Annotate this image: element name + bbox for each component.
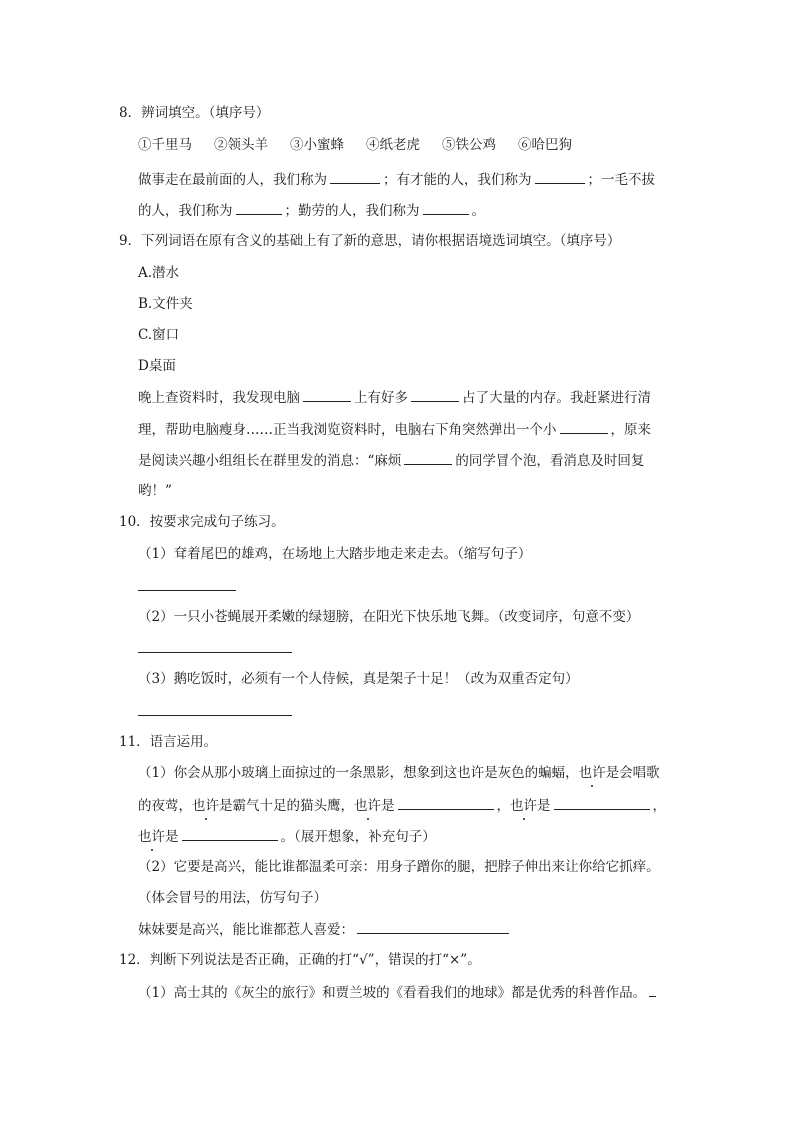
answer-blank[interactable] <box>330 170 380 184</box>
answer-blank[interactable] <box>560 420 608 434</box>
q11-text: 是 <box>381 798 395 814</box>
q9-choice: B.文件夹 <box>138 296 193 312</box>
q9-text: 是阅读兴趣小组组长在群里发的消息：“麻烦 <box>138 453 402 469</box>
answer-blank[interactable] <box>398 796 494 810</box>
q11-text: 。（展开想象，补充句子） <box>280 829 436 845</box>
answer-blank[interactable] <box>554 796 650 810</box>
answer-line[interactable] <box>138 590 236 591</box>
emphasis-word: 也许 <box>354 798 381 814</box>
q9-text: 的同学冒个泡，看消息及时回复 <box>455 453 645 469</box>
answer-blank[interactable] <box>404 451 452 465</box>
answer-blank[interactable] <box>411 388 459 402</box>
q11-stem: 11．语言运用。 <box>119 734 218 750</box>
q8-line-1 <box>138 170 655 189</box>
answer-blank[interactable] <box>649 983 656 997</box>
q12-text: （1）高士其的《灰尘的旅行》和贾兰坡的《看看我们的地球》都是优秀的科普作品。 <box>138 985 647 1001</box>
q11-text: ， <box>652 798 666 814</box>
answer-blank[interactable] <box>423 201 469 215</box>
q9-para-line-2 <box>138 420 651 439</box>
q10-sentence-2: （2）一只小苍蝇展开柔嫩的绿翅膀，在阳光下快乐地飞舞。（改变词序，句意不变） <box>138 609 640 625</box>
q9-text: 理，帮助电脑瘦身……正当我浏览资料时，电脑右下角突然弹出一个小 <box>138 422 557 438</box>
q11-line-1 <box>138 764 660 782</box>
q12-stem: 12．判断下列说法是否正确，正确的打“√”，错误的打“×”。 <box>119 952 481 968</box>
q8-text: ；一毛不拔 <box>587 172 655 188</box>
q9-choice: D桌面 <box>138 358 176 374</box>
q8-text: 。 <box>471 203 485 219</box>
q9-para-line-4: 哟！” <box>138 483 172 499</box>
emphasis-word: 也许 <box>138 829 165 845</box>
q11-line-5: （体会冒号的用法，仿写句子） <box>138 890 327 906</box>
answer-line[interactable] <box>138 715 292 716</box>
q8-stem: 8．辨词填空。（填序号） <box>119 105 270 121</box>
q8-option: ④纸老虎 <box>366 137 420 153</box>
answer-blank[interactable] <box>535 170 585 184</box>
q8-text: 的人，我们称为 <box>138 203 233 219</box>
q10-stem: 10．按要求完成句子练习。 <box>119 514 285 530</box>
q8-text: ；有才能的人，我们称为 <box>383 172 532 188</box>
q10-sentence-3: （3）鹅吃饭时，必须有一个人侍候，真是架子十足！（改为双重否定句） <box>138 671 579 687</box>
emphasis-word: 也许 <box>510 798 537 814</box>
q11-text: （1）你会从那小玻璃上面掠过的一条黑影，想象到这也许是灰色的蝙蝠， <box>138 765 579 781</box>
q11-text: 妹妹要是高兴，能比谁都惹人喜爱： <box>138 922 354 938</box>
q8-option: ⑤铁公鸡 <box>442 137 496 153</box>
answer-blank[interactable] <box>182 827 278 841</box>
q8-text: ；勤劳的人，我们称为 <box>284 203 420 219</box>
q9-para-line-1 <box>138 388 651 407</box>
answer-blank[interactable] <box>357 920 509 934</box>
q11-text: ， <box>496 798 510 814</box>
q11-text: 是会唱歌 <box>605 765 660 781</box>
q11-line-2 <box>138 796 666 815</box>
q11-text: 是 <box>165 829 179 845</box>
q9-choice: C.窗口 <box>138 327 180 343</box>
q9-stem: 9．下列词语在原有含义的基础上有了新的意思，请你根据语境选词填空。（填序号） <box>119 233 621 249</box>
q11-text: 是 <box>537 798 551 814</box>
q11-line-4: （2）它要是高兴，能比谁都温柔可亲：用身子蹭你的腿，把脖子伸出来让你给它抓痒。 <box>138 859 660 875</box>
q8-options <box>138 136 594 154</box>
answer-blank[interactable] <box>303 388 351 402</box>
q9-choice: A.潜水 <box>138 265 180 281</box>
emphasis-word: 也许 <box>192 798 219 814</box>
q8-option: ③小蜜蜂 <box>290 137 344 153</box>
q8-option: ②领头羊 <box>214 137 268 153</box>
q11-text: 是霸气十足的猫头鹰， <box>219 798 354 814</box>
q11-line-3 <box>138 827 436 846</box>
q9-text: 占了大量的内存。我赶紧进行清 <box>462 390 651 406</box>
q11-line-6 <box>138 920 512 939</box>
q9-para-line-3 <box>138 451 644 470</box>
q10-sentence-1: （1）耷着尾巴的雄鸡，在场地上大踏步地走来走去。（缩写句子） <box>138 546 532 562</box>
q8-option: ①千里马 <box>138 137 192 153</box>
q9-text: 上有好多 <box>354 390 408 406</box>
q8-text: 做事走在最前面的人，我们称为 <box>138 172 327 188</box>
q9-text: ，原来 <box>610 422 651 438</box>
q12-item-1 <box>138 983 659 1002</box>
q8-line-2 <box>138 201 485 220</box>
q11-text: 的夜莺， <box>138 798 192 814</box>
answer-blank[interactable] <box>236 201 282 215</box>
q9-text: 晚上查资料时，我发现电脑 <box>138 390 300 406</box>
emphasis-word: 也许 <box>578 765 606 781</box>
q8-option: ⑥哈巴狗 <box>518 137 572 153</box>
answer-line[interactable] <box>138 652 292 653</box>
